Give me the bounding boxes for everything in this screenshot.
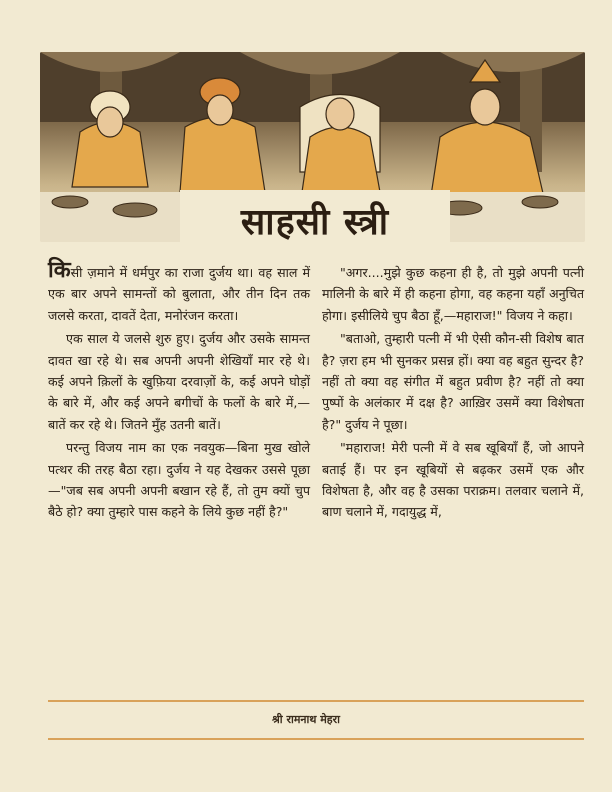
paragraph: एक साल ये जलसे शुरु हुए। दुर्जय और उसके सामन्त दावत खा रहे थे। सब अपनी अपनी शेखियाँ मार रहे थे। कई अपने क़िलों के खुफ़िया दरवाज़ों के, कई अपने घोड़ों के बारे में, और कई अपने बगीचों के फलों के बारे में,—बातें कर रहे थे। जितने मुँह उतनी बातें। xyxy=(48,331,310,432)
paragraph: "अगर....मुझे कुछ कहना ही है, तो मुझे अपनी पत्नी मालिनी के बारे में ही कहना होगा, वह कहना यहाँ अनुचित होगा। इसीलिये चुप बैठा हूँ,—महाराज!" विजय ने कहा। xyxy=(322,265,584,323)
story-title: साहसी स्त्री xyxy=(240,201,390,243)
drop-cap: कि xyxy=(48,258,71,283)
paragraph: "महाराज! मेरी पत्नी में वे सब खूबियाँ हैं, जो आपने बताई हैं। पर इन खूबियों से बढ़कर उसमें एक और विशेषता है, और वह है उसका पराक्रम। तलवार चलाने में, बाण चलाने में, गदायुद्ध में, xyxy=(322,440,584,520)
paragraph-text: सी ज़माने में धर्मपुर का राजा दुर्जय था। वह साल में एक बार अपने सामन्तों को बुलाता, और तीन दिन तक जलसे करता, दावतें देता, मनोरंजन करता। xyxy=(48,265,310,323)
paragraph: परन्तु विजय नाम का एक नवयुक—बिना मुख खोले पत्थर की तरह बैठा रहा। दुर्जय ने यह देखकर उससे पूछा—"जब सब अपनी अपनी बखान रहे हैं, तो तुम क्यों चुप बैठे हो? क्या तुम्हारे पास कहने के लिये कुछ नहीं है?" xyxy=(48,440,310,520)
title-plate xyxy=(180,190,450,250)
paragraph: "बताओ, तुम्हारी पत्नी में भी ऐसी कौन-सी विशेष बात है? ज़रा हम भी सुनकर प्रसन्न हों। क्या वह बहुत सुन्दर है? नहीं तो क्या वह संगीत में बहुत प्रवीण है? नहीं तो क्या पुष्पों के अलंकार में दक्ष है? आख़िर उसमें क्या विशेषता है?" दुर्जय ने पूछा। xyxy=(322,331,584,432)
footer-rule xyxy=(48,738,584,740)
author-credit: श्री रामनाथ मेहरा xyxy=(272,713,340,726)
footer-rule xyxy=(48,700,584,702)
left-column xyxy=(48,258,310,525)
right-column xyxy=(322,262,584,525)
paragraph xyxy=(48,258,310,326)
